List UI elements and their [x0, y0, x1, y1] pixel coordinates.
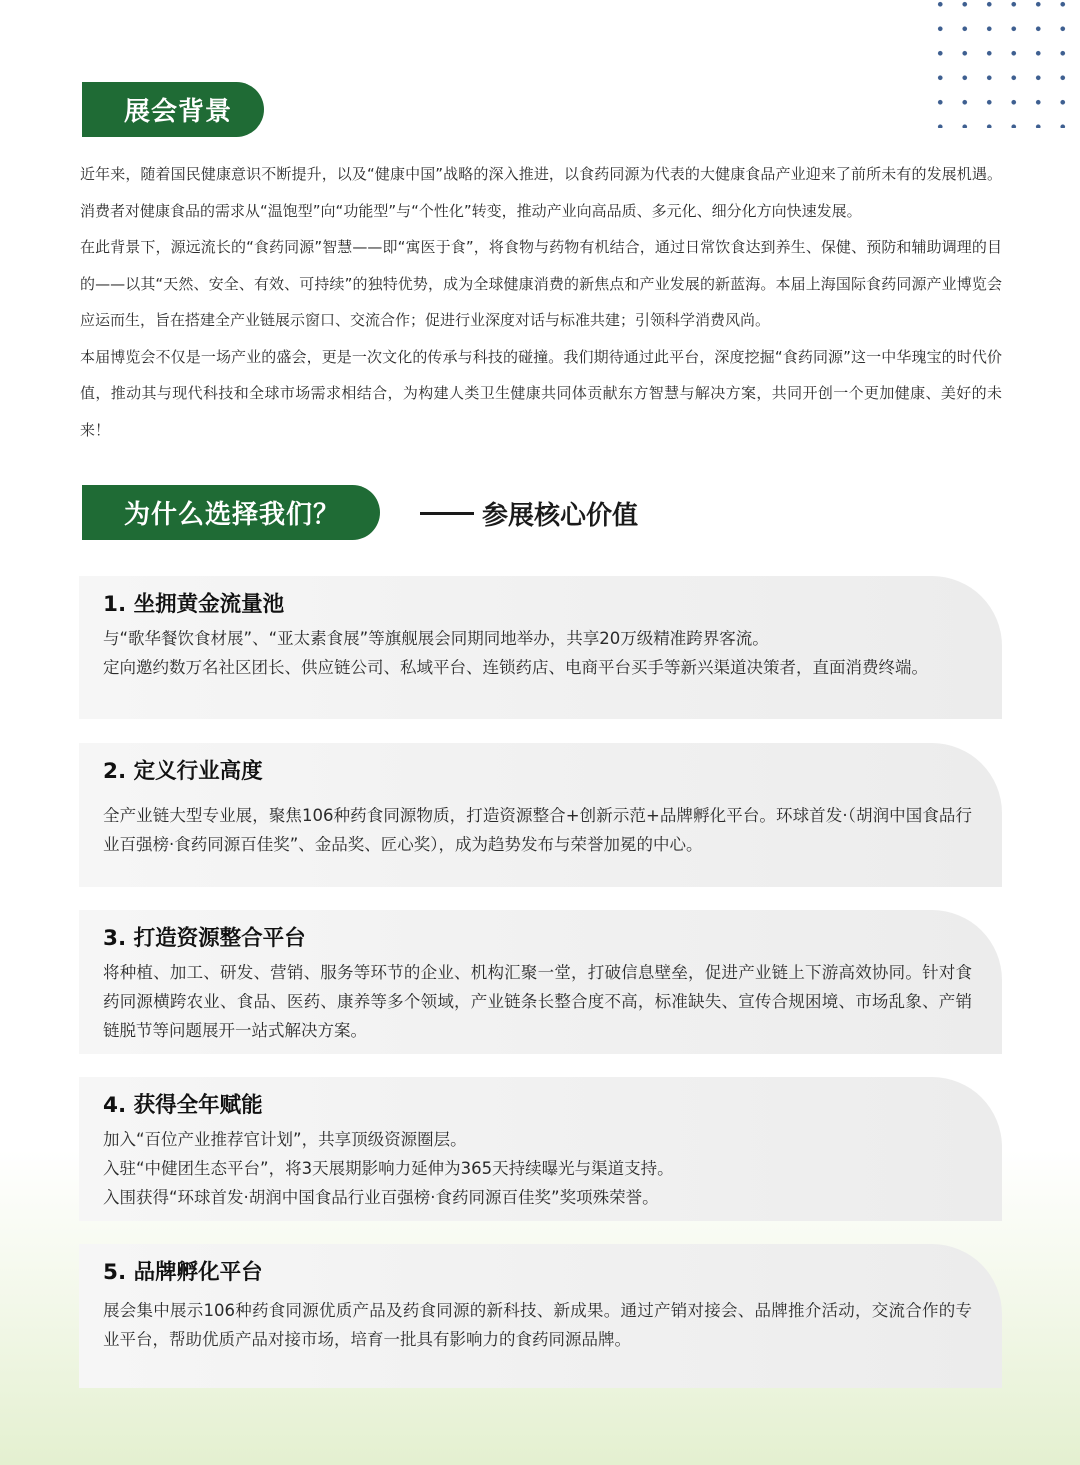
background-paragraph-3: 本届博览会不仅是一场产业的盛会，更是一次文化的传承与科技的碰撞。我们期待通过此平台，深度挖掘“食药同源”这一中华瑰宝的时代价值，推动其与现代科技和全球市场需求相结合，为构建人类卫生健康共同体贡献东方智慧与解决方案，共同开创一个更加健康、美好的未来！ — [80, 347, 1002, 439]
value-card-4 — [79, 1077, 1002, 1221]
value-card-body — [103, 1125, 972, 1212]
value-card-body — [103, 958, 972, 1045]
value-card-3 — [79, 910, 1002, 1054]
value-card-line: 将种植、加工、研发、营销、服务等环节的企业、机构汇聚一堂，打破信息壁垒，促进产业链上下游高效协同。针对食药同源横跨农业、食品、医药、康养等多个领域，产业链条长整合度不高，标准缺失、宣传合规困境、市场乱象、产销链脱节等问题展开一站式解决方案。 — [103, 963, 972, 1040]
decorative-dot-grid — [928, 0, 1080, 128]
value-card-title: 2. 定义行业高度 — [103, 759, 263, 784]
value-card-title: 5. 品牌孵化平台 — [103, 1260, 263, 1285]
value-card-line: 展会集中展示106种药食同源优质产品及药食同源的新科技、新成果。通过产销对接会、品牌推介活动，交流合作的专业平台，帮助优质产品对接市场，培育一批具有影响力的食药同源品牌。 — [103, 1301, 972, 1349]
dash-line — [420, 512, 474, 515]
value-card-line: 入围获得“环球首发·胡润中国食品行业百强榜·食药同源百佳奖”奖项殊荣誉。 — [103, 1188, 659, 1207]
value-card-line: 全产业链大型专业展，聚焦106种药食同源物质，打造资源整合+创新示范+品牌孵化平台。环球首发·（胡润中国食品行业百强榜·食药同源百佳奖”、金品奖、匠心奖），成为趋势发布与荣誉加冕的中心。 — [103, 806, 972, 854]
value-card-title: 1. 坐拥黄金流量池 — [103, 592, 285, 617]
background-paragraph-1: 近年来，随着国民健康意识不断提升，以及“健康中国”战略的深入推进，以食药同源为代表的大健康食品产业迎来了前所未有的发展机遇。消费者对健康食品的需求从“温饱型”向“功能型”与“个性化”转变，推动产业向高品质、多元化、细分化方向快速发展。 — [80, 165, 1002, 220]
section-title-why-us-text: 为什么选择我们？ — [124, 500, 341, 530]
section-title-why-us — [82, 485, 380, 540]
value-card-title: 4. 获得全年赋能 — [103, 1093, 263, 1118]
background-text — [80, 156, 1002, 448]
value-card-5 — [79, 1244, 1002, 1388]
value-card-body — [103, 1296, 972, 1354]
background-paragraph-2: 在此背景下，源远流长的“食药同源”智慧——即“寓医于食”，将食物与药物有机结合，通过日常饮食达到养生、保健、预防和辅助调理的目的——以其“天然、安全、有效、可持续”的独特优势，成为全球健康消费的新焦点和产业发展的新蓝海。本届上海国际食药同源产业博览会应运而生，旨在搭建全产业链展示窗口、交流合作；促进行业深度对话与标准共建；引领科学消费风尚。 — [80, 238, 1002, 329]
value-card-2 — [79, 743, 1002, 887]
value-card-1 — [79, 576, 1002, 719]
value-card-body — [103, 624, 972, 682]
section-subtitle — [420, 492, 638, 534]
value-card-line: 定向邀约数万名社区团长、供应链公司、私域平台、连锁药店、电商平台买手等新兴渠道决策者，直面消费终端。 — [103, 658, 928, 677]
section-title-background-text: 展会背景 — [124, 97, 233, 127]
value-card-line: 与“歌华餐饮食材展”、“亚太素食展”等旗舰展会同期同地举办，共享20万级精准跨界客流。 — [103, 629, 769, 648]
value-card-body — [103, 801, 972, 859]
value-card-line: 加入“百位产业推荐官计划”，共享顶级资源圈层。 — [103, 1130, 467, 1149]
value-card-title: 3. 打造资源整合平台 — [103, 926, 306, 951]
section-title-background — [82, 82, 264, 137]
value-card-line: 入驻“中健团生态平台”，将3天展期影响力延伸为365天持续曝光与渠道支持。 — [103, 1159, 674, 1178]
section-subtitle-text: 参展核心价值 — [482, 500, 639, 531]
